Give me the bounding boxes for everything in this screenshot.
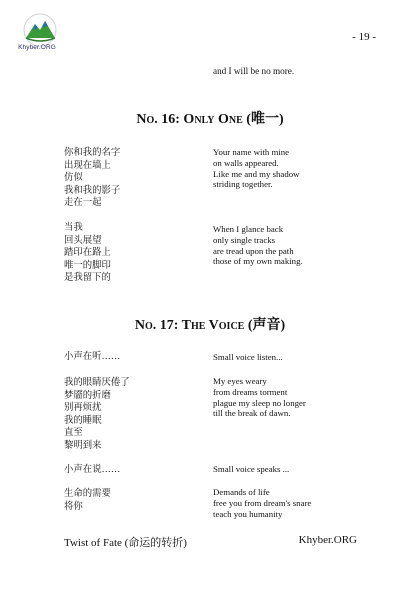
poem-16-stanza-2-chinese [64, 222, 111, 285]
verse-line: only single tracks [213, 234, 276, 245]
verse-line: those of my own making. [213, 256, 303, 267]
poem-16-stanza-1-chinese [64, 147, 120, 210]
verse-line: plague my sleep no longer [213, 397, 306, 408]
logo-text: Khyber.ORG [18, 44, 56, 51]
poem-17-stanza-1-chinese [64, 351, 120, 364]
poem-17-stanza-1-english [213, 352, 283, 363]
verse-line: When I glance back [213, 224, 284, 234]
poem-17-stanza-4-chinese [64, 488, 111, 513]
verse-line: striding together. [213, 179, 273, 190]
verse-line: 是我留下的 [64, 273, 111, 283]
footer-site-name: Khyber.ORG [298, 534, 357, 546]
verse-line: Your name with mine [213, 147, 290, 157]
poem-17-title: No. 17: The Voice (声音) [134, 318, 286, 333]
verse-line: 我的睡眠 [64, 415, 102, 426]
verse-line: 你和我的名字 [64, 148, 121, 158]
verse-line: Small voice listen... [213, 352, 283, 362]
verse-line: 梦靥的折磨 [64, 390, 111, 401]
verse-line: 当我 [64, 223, 83, 233]
poem-17-stanza-3-english [213, 464, 289, 475]
page-number: - 19 - [352, 31, 376, 43]
verse-line: 走在一起 [64, 198, 102, 208]
site-logo [15, 10, 65, 60]
verse-line: 别再烦扰 [64, 403, 102, 413]
verse-line: teach you humanity [213, 508, 283, 519]
poem-16-stanza-1-english [213, 147, 299, 190]
verse-line: 我的眼睛厌倦了 [64, 378, 130, 388]
verse-line: are tread upon the path [213, 245, 294, 256]
verse-line: 踏印在路上 [64, 248, 111, 258]
poem-16-title: No. 16: Only One (唯一) [136, 112, 284, 127]
verse-line: 出现在墙上 [64, 160, 111, 171]
verse-line: on walls appeared. [213, 157, 279, 168]
poem-17-stanza-2-chinese [64, 377, 130, 452]
footer-book-title: Twist of Fate (命运的转折) [64, 537, 187, 549]
verse-line: 回头展望 [64, 235, 102, 246]
verse-line: 生命的需要 [64, 489, 111, 499]
verse-line: My eyes weary [213, 376, 267, 386]
poem-17-stanza-3-chinese [64, 464, 120, 477]
verse-line: from dreams torment [213, 386, 288, 397]
verse-line: Small voice speaks ... [213, 464, 290, 474]
verse-line: 小声在听…… [64, 352, 121, 362]
poem-17-stanza-4-english [213, 487, 311, 519]
verse-line: Like me and my shadow [213, 168, 300, 179]
poem-17-stanza-2-english [213, 376, 306, 419]
verse-line: Demands of life [213, 487, 270, 497]
verse-line: 小声在说…… [64, 465, 121, 475]
verse-line: 我和我的影子 [64, 185, 121, 196]
verse-line: 将你 [64, 501, 83, 512]
verse-line: 直至 [64, 428, 83, 438]
poem-16-stanza-2-english [213, 224, 303, 267]
verse-line: 仿似 [64, 173, 83, 183]
verse-line: 黎明到来 [64, 440, 102, 451]
verse-line: free you from dream's snare [213, 497, 312, 508]
intro-line: and I will be no more. [213, 66, 295, 76]
verse-line: till the break of dawn. [213, 408, 291, 419]
verse-line: 唯一的脚印 [64, 260, 111, 271]
